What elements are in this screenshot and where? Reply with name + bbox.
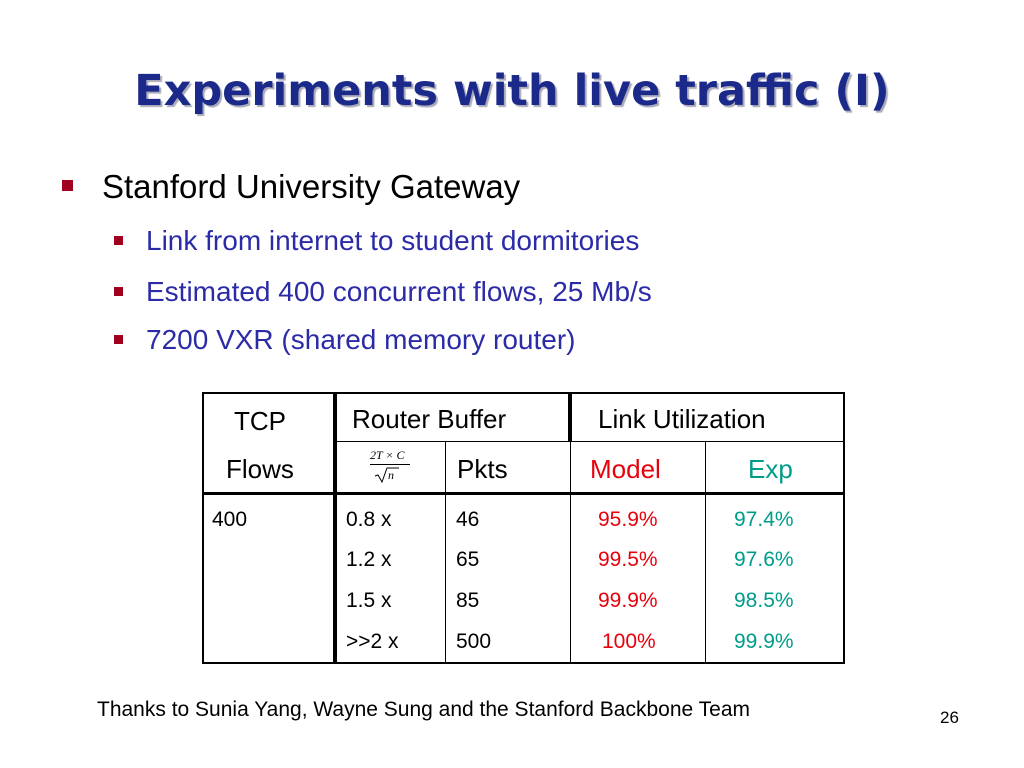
formula-bar: [370, 464, 410, 465]
table-border-bottom: [202, 662, 845, 664]
square-bullet-icon: [114, 236, 123, 245]
buffer-cell: 1.5 x: [346, 589, 392, 612]
page-number: 26: [940, 708, 959, 727]
subbullet-text: 7200 VXR (shared memory router): [146, 324, 576, 355]
acknowledgement: Thanks to Sunia Yang, Wayne Sung and the Stanford Backbone Team: [97, 698, 750, 721]
buffer-cell: 1.2 x: [346, 548, 392, 571]
util-column-rule: [570, 442, 571, 664]
model-cell: 100%: [602, 630, 656, 653]
slide-title: Experiments with live traffic (I): [134, 66, 890, 116]
header-model: Model: [590, 454, 661, 484]
flows-value: 400: [212, 508, 248, 531]
subbullet-text: Estimated 400 concurrent flows, 25 Mb/s: [146, 276, 652, 307]
square-bullet-icon: [62, 180, 73, 191]
square-bullet-icon: [114, 287, 123, 296]
pkts-cell: 500: [456, 630, 492, 653]
buffer-cell: >>2 x: [346, 630, 399, 653]
header-router-buffer: Router Buffer: [352, 404, 507, 434]
group-divider: [568, 392, 572, 442]
header-pkts: Pkts: [457, 454, 508, 484]
exp-cell: 99.9%: [734, 630, 794, 653]
bullet-text: Stanford University Gateway: [102, 168, 521, 205]
pkts-cell: 46: [456, 508, 480, 531]
table-border-top: [202, 392, 845, 394]
buffer-cell: 0.8 x: [346, 508, 392, 531]
pkts-cell: 65: [456, 548, 480, 571]
exp-cell: 97.6%: [734, 548, 794, 571]
results-table: [202, 392, 845, 664]
formula-denominator: n: [388, 468, 394, 482]
header-tcp: TCP: [234, 406, 286, 436]
header-divider: [334, 441, 845, 442]
formula-numerator: 2T × C: [370, 448, 405, 462]
tcp-column-rule: [333, 392, 337, 664]
model-cell: 95.9%: [598, 508, 658, 531]
table-border-right: [843, 392, 845, 664]
header-flows: Flows: [226, 454, 294, 484]
model-cell: 99.5%: [598, 548, 658, 571]
buffer-pkts-rule: [445, 442, 446, 664]
table-border-left: [202, 392, 204, 664]
square-bullet-icon: [114, 335, 123, 344]
subbullet-text: Link from internet to student dormitories: [146, 225, 640, 256]
header-exp: Exp: [748, 454, 793, 484]
sqrt-icon: [374, 467, 400, 483]
model-exp-rule: [705, 442, 706, 664]
header-link-utilization: Link Utilization: [598, 404, 766, 434]
exp-cell: 98.5%: [734, 589, 794, 612]
exp-cell: 97.4%: [734, 508, 794, 531]
header-bottom-rule: [202, 492, 845, 495]
model-cell: 99.9%: [598, 589, 658, 612]
pkts-cell: 85: [456, 589, 480, 612]
